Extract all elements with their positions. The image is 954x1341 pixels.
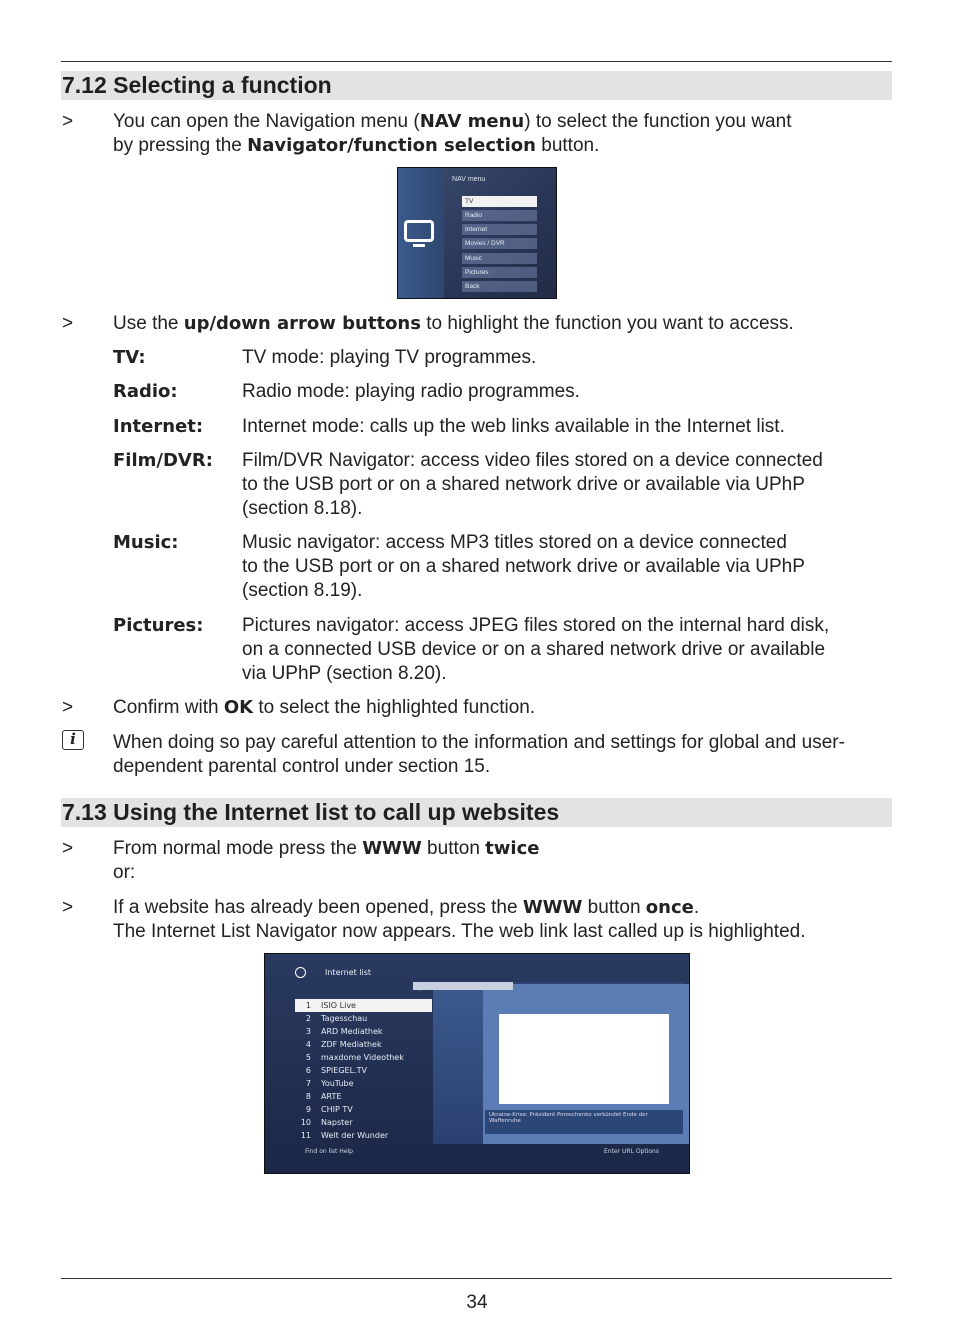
list-item: 10 Napster (300, 1118, 353, 1127)
globe-icon (295, 967, 306, 978)
list-item: 1 ISIO Live (295, 999, 432, 1012)
list-item: 5 maxdome Videothek (305, 1053, 404, 1062)
nav-menu-item: Radio (462, 210, 537, 221)
bullet-marker: > (62, 697, 74, 718)
news-ticker: Ukraine-Krise: Präsident Poroschenko verkündet Ende der Waffenruhe (485, 1110, 683, 1134)
definition-term-music: Music: (113, 532, 179, 553)
list-item: 6 SPIEGEL.TV (305, 1066, 367, 1075)
definition-desc-tv: TV mode: playing TV programmes. (242, 347, 537, 368)
list-item: 8 ARTE (305, 1092, 342, 1101)
internet-list-screenshot (264, 953, 690, 1174)
info-icon: i (62, 730, 84, 750)
nav-menu-item: Internet (462, 224, 537, 235)
nav-menu-item: Back (462, 281, 537, 292)
list-item: 7 YouTube (305, 1079, 354, 1088)
bullet-marker: > (62, 838, 74, 859)
definition-term-internet: Internet: (113, 416, 204, 437)
definition-desc-radio: Radio mode: playing radio programmes. (242, 381, 580, 402)
list-item: 9 CHIP TV (305, 1105, 353, 1114)
bullet-marker: > (62, 111, 74, 132)
internet-list (295, 999, 432, 1142)
nav-menu-item: Pictures (462, 267, 537, 278)
list-item: 2 Tagesschau (305, 1014, 368, 1023)
info-note: When doing so pay careful attention to the information and settings for global and user- dependent parental control under section 15. (113, 732, 845, 777)
nav-menu-item: Movies / DVR (462, 238, 537, 249)
definition-term-film-dvr: Film/DVR: (113, 450, 213, 471)
section-heading-7-13: 7.13 Using the Internet list to call up websites (61, 798, 892, 827)
step-open-nav-menu: You can open the Navigation menu (NAV menu) to select the function you want by pressing the Navigator/function selection button. (113, 111, 792, 156)
step-press-www-once: If a website has already been opened, press the WWW button once. The Internet List Navigator now appears. The web link last called up is highlighted. (113, 897, 806, 942)
nav-menu-item: Music (462, 253, 537, 264)
top-rule (61, 61, 892, 62)
definition-desc-film-dvr: Film/DVR Navigator: access video files stored on a device connected to the USB port or on a shared network drive or available via UPhP (section 8.18). (242, 450, 823, 519)
nav-menu-screenshot (397, 167, 557, 299)
bullet-marker: > (62, 313, 74, 334)
definition-desc-pictures: Pictures navigator: access JPEG files stored on the internal hard disk, on a connected USB device or on a shared network drive or available via UPhP (section 8.20). (242, 615, 830, 684)
definition-desc-music: Music navigator: access MP3 titles stored on a device connected to the USB port or on a shared network drive or available via UPhP (section 8.19). (242, 532, 805, 601)
definition-term-radio: Radio: (113, 381, 178, 402)
step-confirm-ok: Confirm with OK to select the highlighted function. (113, 697, 536, 718)
step-highlight-function: Use the up/down arrow buttons to highlight the function you want to access. (113, 313, 794, 334)
section-heading-7-12: 7.12 Selecting a function (61, 71, 892, 100)
list-item: 3 ARD Mediathek (305, 1027, 383, 1036)
nav-menu-item: TV (462, 196, 537, 207)
list-item: 4 ZDF Mediathek (305, 1040, 382, 1049)
bullet-marker: > (62, 897, 74, 918)
definition-desc-internet: Internet mode: calls up the web links available in the Internet list. (242, 416, 785, 437)
web-preview (499, 1014, 669, 1104)
internet-list-footer: Find on list Help Enter URL Options (305, 1148, 659, 1155)
tv-icon (404, 220, 434, 242)
internet-list-header: Internet list (325, 968, 372, 977)
step-press-www-twice: From normal mode press the WWW button twice or: (113, 838, 540, 883)
page-number: 34 (466, 1292, 488, 1313)
bottom-rule (61, 1278, 892, 1279)
definition-term-pictures: Pictures: (113, 615, 204, 636)
nav-menu-title: NAV menu (452, 176, 486, 183)
definition-term-tv: TV: (113, 347, 146, 368)
list-item: 11 Welt der Wunder (300, 1131, 389, 1140)
